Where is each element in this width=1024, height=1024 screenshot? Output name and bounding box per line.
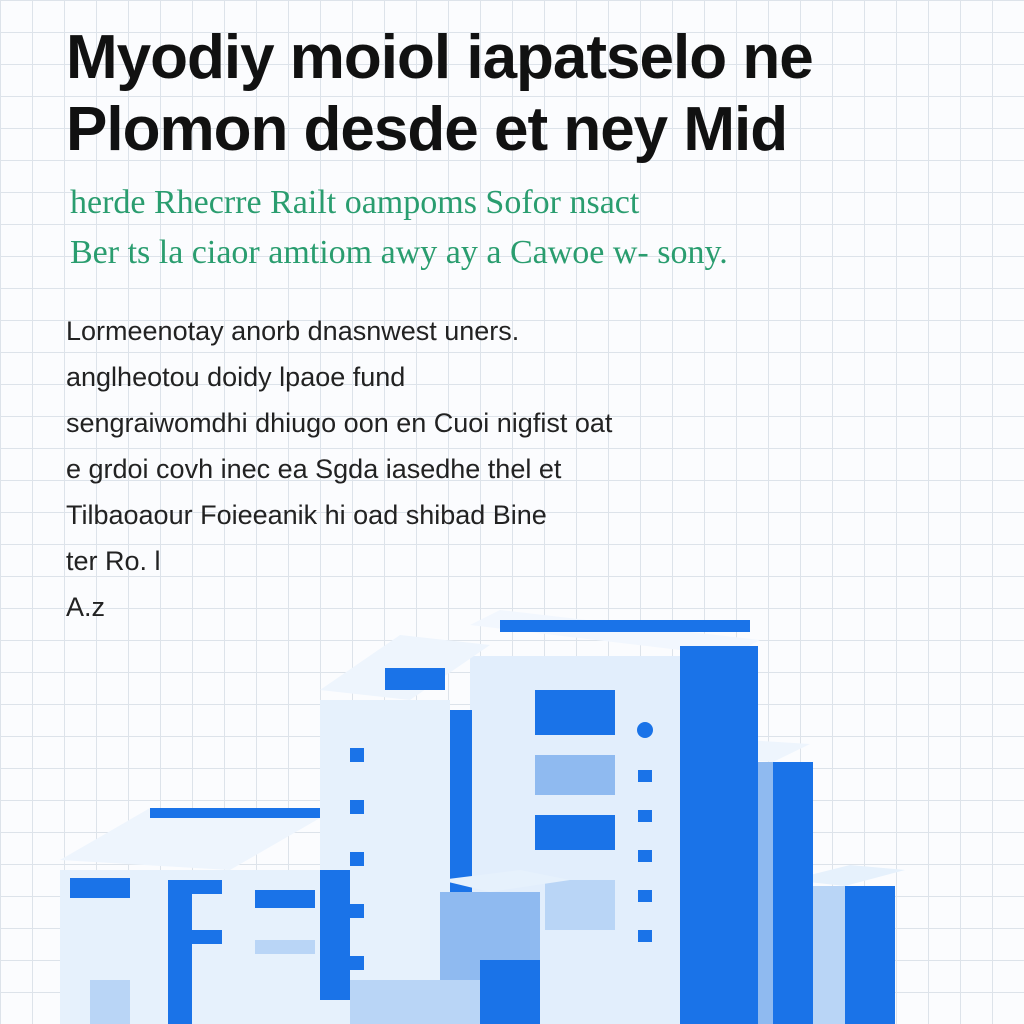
building-left (60, 808, 350, 1024)
body-line-3: sengraiwomdhi dhiugo oon en Cuoi nigfist oat (66, 408, 613, 438)
body-line-7: A.z (66, 592, 106, 622)
body-line-5: Tilbaoaour Foieeanik hi oad shibad Bine (66, 500, 547, 530)
title-line-1: Myodiy moiol iapatselo ne (66, 23, 813, 92)
subtitle-line-1: herde Rhecrre Railt oampoms Sofor nsact (70, 184, 640, 221)
body-line-1: Lormeenotay anorb dnasnwest uners. (66, 316, 520, 346)
body-line-2: anglheotou doidy lpaoe fund (66, 362, 406, 392)
subtitle (70, 178, 950, 278)
title-line-2: Plomon desde et ney Mid (66, 95, 788, 164)
body-line-4: e grdoi covh inec ea Sgda iasedhe thel et (66, 454, 562, 484)
body-line-6: ter Ro. l (66, 546, 161, 576)
buildings-illustration (0, 580, 1024, 1024)
subtitle-line-2: Ber ts la ciaor amtiom awy ay a Cawoe w- sony. (70, 234, 728, 271)
page-title (66, 22, 966, 166)
